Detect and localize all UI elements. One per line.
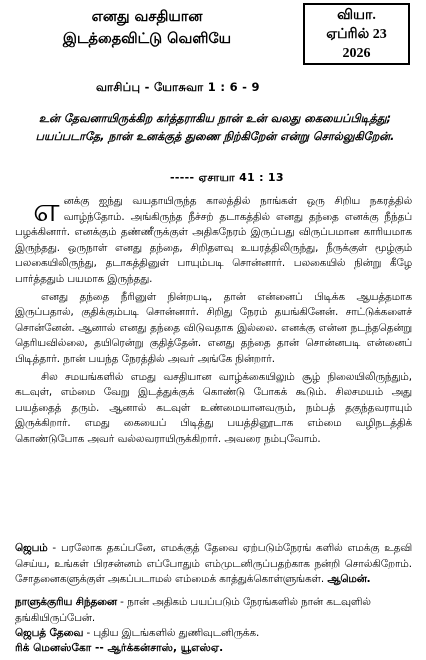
header	[0, 0, 426, 78]
date-month-day: ஏப்ரில் 23	[326, 27, 387, 42]
date-box	[303, 3, 410, 65]
prayer-need-text: - புதிய இடங்களில் துணிவுடனிருக்க.	[83, 627, 260, 639]
paragraph-1	[15, 191, 412, 288]
paragraph-2: எனது தந்தை நீரினுள் நின்றபடி, தான் என்னைப் பிடிக்க ஆயத்தமாக இருப்பதால், குதிக்கும்படி சொன்னார். சிறிது நேரம் தயங்கினேன். சாட்டுக்களைச் சொன்னேன். ஆனால் எனது தந்தை விடுவதாக இல்லை. எனக்கு என்ன நடந்ததென்று தெரியவில்லை, தயிரென்று குதித்தேன். எனது தந்தை தான் சொன்னபடி என்னைப் பிடித்தார். நான் பயந்த நேரத்தில் அவர் அங்கே நின்றார்.	[15, 290, 412, 365]
author-line: ரிக் மெனஸ்கோ -- ஆர்க்கன்சாஸ், யூஎஸ்ஏ.	[15, 642, 224, 654]
devotional-body	[15, 191, 412, 450]
date-year: 2026	[342, 46, 371, 61]
reading-reference: வாசிப்பு - யோசுவா 1 : 6 - 9	[96, 80, 260, 94]
paragraph-1-text: னக்கு ஐந்து வயதாயிருந்த காலத்தில் நாங்கள் ஒரு சிறிய நகரத்தில் வாழ்ந்தோம். அங்கிருந்த நீச்சற் தடாகத்தில் எனது தந்தை எனக்கு நீந்தப் பழக்கினார். எனக்கும் தண்ணீருக்குள் அதிகநேரம் இருப்பது விருப்பமான காரியமாக இருந்தது. ஒருநாள் எனது தந்தை, சிறிதளவு உயரத்திலிருந்து, நீருக்குள் மூழ்கும் பலகையிலிருந்து, தடாகத்தினுள் பாயும்படி சொன்னார். பலகையில் நின்று கீழே பார்த்ததும் பயமாக இருந்தது.	[15, 195, 412, 285]
paragraph-3: சில சமயங்களில் எமது வசதியான வாழ்க்கையிலும் சூழ் நிலையிலிருந்தும், கடவுள், எம்மை வேறு இடத்துக்குக் கொண்டு போகக் கூடும். சிலசமயம் அது பயத்தைத் தரும். ஆனால் கடவுள் உண்மையானவரும், நம்பத் தகுந்தவராயும் இருக்கிறார். எமது கையைப் பிடித்து பயத்தினூடாக எம்மை வழிநடத்திக் கொண்டுபோக அவர் வல்லவராயிருக்கிறார். அவரை நம்புவோம்.	[15, 370, 412, 445]
prayer-need-label: ஜெபத் தேவை	[15, 627, 84, 639]
title-line-1: எனது வசதியான	[91, 9, 203, 25]
date-day: வியா.	[337, 8, 376, 23]
page-title	[12, 6, 282, 50]
key-verse: உன் தேவனாயிருக்கிற கர்த்தராகிய நான் உன் வலது கையைப்பிடித்து; பயப்படாதே, நான் உனக்குத் துணை நிற்கிறேன் என்று சொல்லுகிறேன்.	[35, 112, 395, 143]
key-verse-reference: ----- ஏசாயா 41 : 13	[170, 171, 284, 184]
prayer-text: - பரலோக தகப்பனே, எமக்குத் தேவை ஏற்படும்நேரங் களில் எமக்கு உதவி செய்ய, உங்கள் பிரசன்னம் எப்போதும் எம்முடனிருப்பதற்காக நன்றி சொல்கிறோம். சோதனைகளுக்குள் அகப்படாமல் எம்மைக் காத்துக்கொள்ளுங்கள்.	[15, 542, 412, 586]
prayer-section	[15, 541, 412, 588]
prayer-amen: ஆமென்.	[327, 573, 371, 586]
thought-text: - நான் அதிகம் பயப்படும் நேரங்களில் நான் கடவுளில் தங்கியிருப்பேன்.	[15, 596, 371, 624]
drop-cap: எ	[33, 191, 60, 229]
prayer-need-section	[15, 626, 412, 642]
thought-section	[15, 595, 412, 626]
thought-label: நாளுக்குரிய சிந்தனை	[15, 596, 117, 608]
title-line-2: இடத்தைவிட்டு வெளியே	[62, 31, 232, 47]
prayer-label: ஜெபம்	[15, 542, 48, 554]
